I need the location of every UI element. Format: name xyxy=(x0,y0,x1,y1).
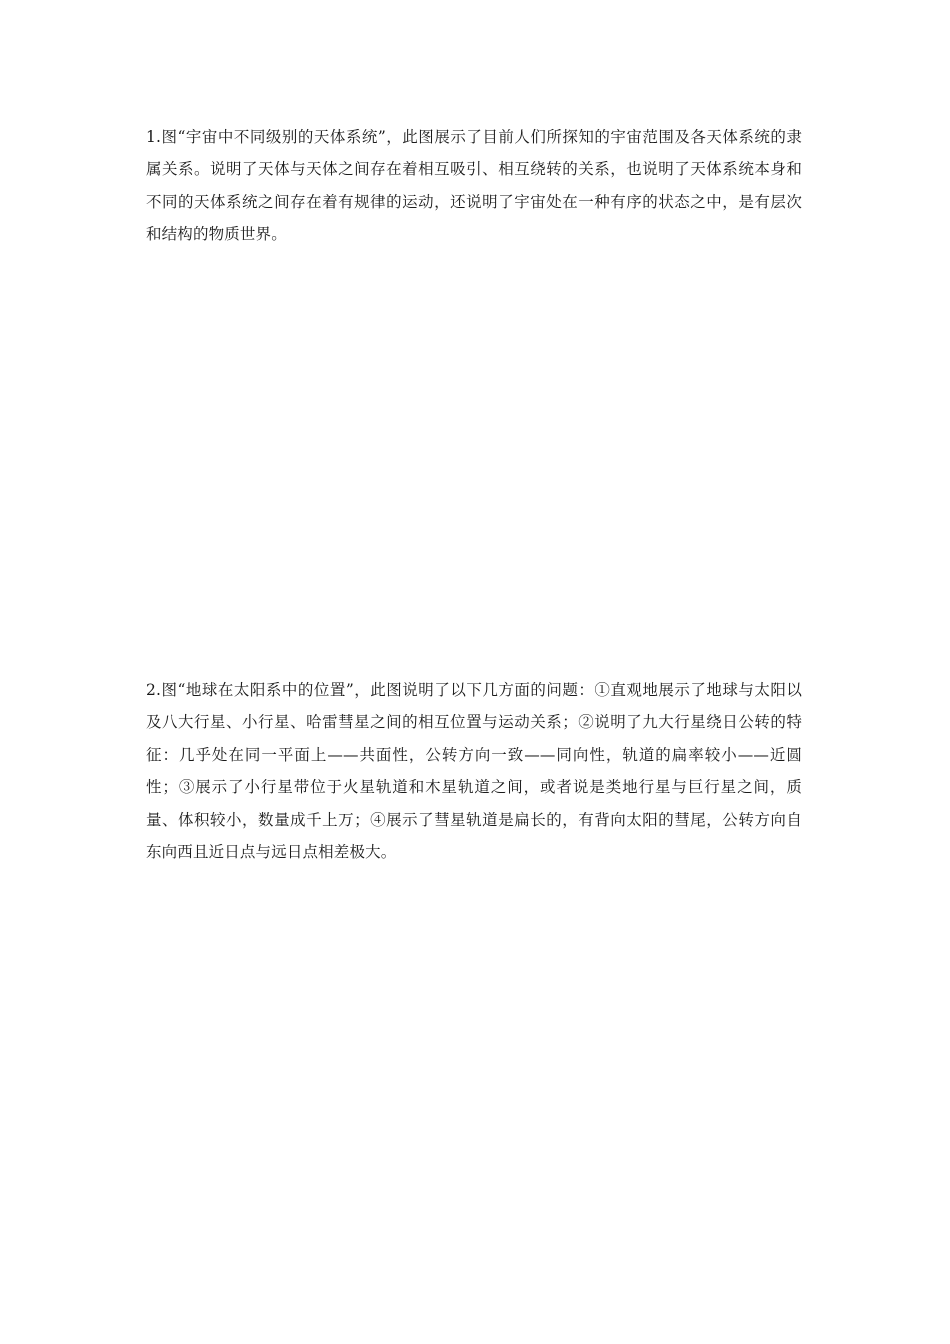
paragraph-1: 1.图“宇宙中不同级别的天体系统”，此图展示了目前人们所探知的宇宙范围及各天体系统的隶属关系。说明了天体与天体之间存在着相互吸引、相互绕转的关系，也说明了天体系统本身和不同的天体系统之间存在着有规律的运动，还说明了宇宙处在一种有序的状态之中，是有层次和结构的物质世界。 xyxy=(146,128,802,244)
paragraph-2: 2.图“地球在太阳系中的位置”，此图说明了以下几方面的问题：①直观地展示了地球与太阳以及八大行星、小行星、哈雷彗星之间的相互位置与运动关系；②说明了九大行星绕日公转的特征：几乎处在同一平面上——共面性，公转方向一致——同向性，轨道的扁率较小——近圆性；③展示了小行星带位于火星轨道和木星轨道之间，或者说是类地行星与巨行星之间，质量、体积较小，数量成千上万；④展示了彗星轨道是扁长的，有背向太阳的彗尾，公转方向自东向西且近日点与远日点相差极大。 xyxy=(146,681,802,862)
